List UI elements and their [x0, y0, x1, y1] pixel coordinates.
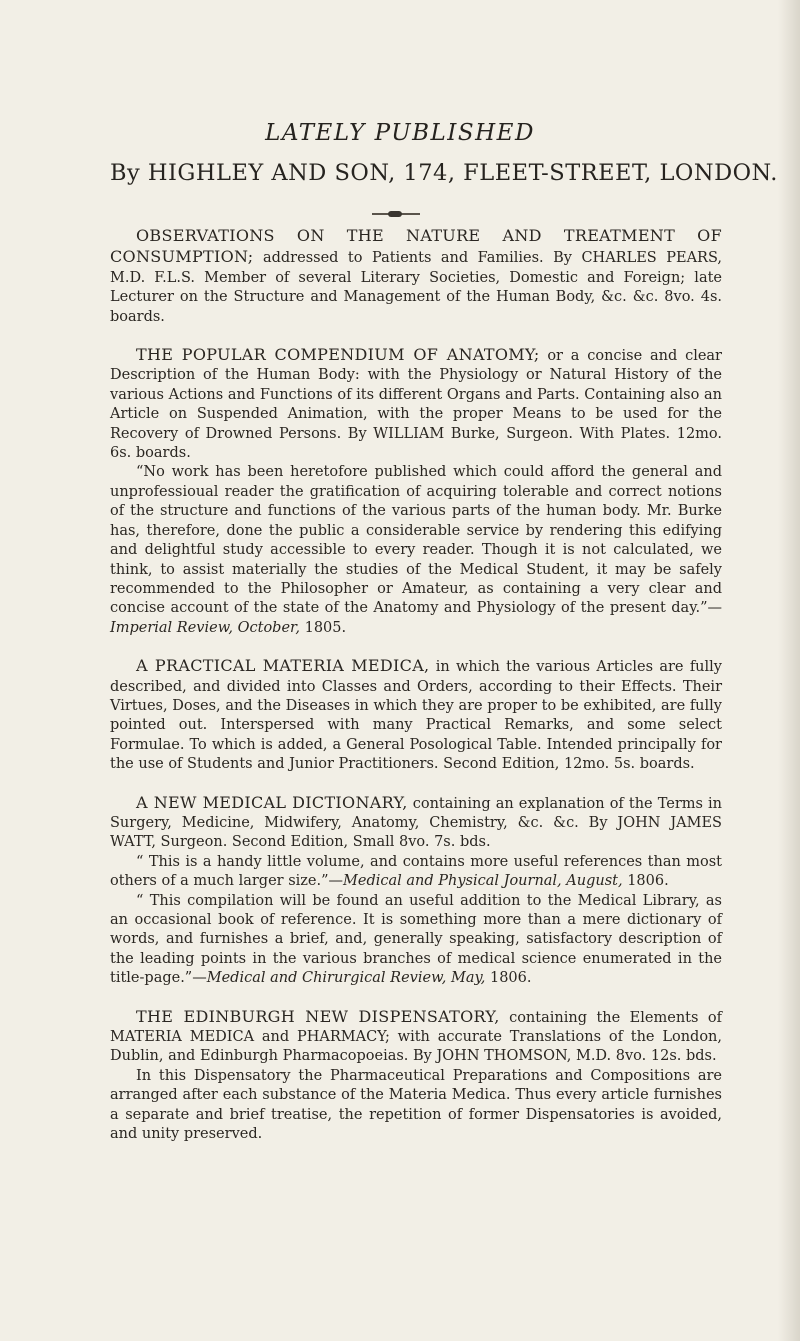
review-quote [110, 892, 722, 989]
book-description: containing the Elements of MATERIA MEDICA and PHARMACY; with accurate Translations of the London, Dublin, and Edinburgh Pharmacopoeias. By JOHN THOMSON, M.D. 8vo. 12s. bds. [110, 1009, 722, 1065]
book-description: containing an explanation of the Terms in Surgery, Medicine, Midwifery, Anatomy, Chemistry, &c. &c. By JOHN JAMES WATT, Surgeon. Second Edition, Small 8vo. 7s. bds. [110, 795, 722, 851]
book-description: in which the various Articles are fully described, and divided into Classes and Orders, according to their Effects. Their Virtues, Doses, and the Diseases in which they are proper to be exhibited, are fully pointed out. Interspersed with many Practical Remarks, and some select Formulae. To which is added, a General Posological Table. Intended principally for the use of Students and Junior Practitioners. Second Edition, 12mo. 5s. boards. [110, 659, 722, 773]
entry-paragraph [110, 345, 722, 463]
page-edge-shadow [778, 0, 800, 1341]
review-source: Medical and Chirurgical Review, May, [206, 970, 486, 987]
book-title: THE EDINBURGH NEW DISPENSATORY, [136, 1006, 500, 1026]
review-source: Medical and Physical Journal, August, [343, 873, 623, 890]
book-entry-anatomy [110, 345, 722, 638]
entry-paragraph [110, 793, 722, 853]
entry-paragraph [110, 226, 722, 327]
book-entry-medical-dictionary [110, 793, 722, 989]
book-title: A PRACTICAL MATERIA MEDICA, [136, 656, 430, 676]
entry-paragraph [110, 1007, 722, 1067]
review-year: 1806. [485, 970, 532, 987]
book-title: OBSERVATIONS ON THE NATURE AND TREATMENT OF CONSUMPTION; [110, 226, 722, 267]
book-description: addressed to Patients and Families. By CHARLES PEARS, M.D. F.L.S. Member of several Literary Societies, Domestic and Foreign; late Lecturer on the Structure and Management of the Human Body, &c. &c. 8vo. 4s. boards. [110, 250, 722, 325]
publisher-line: By HIGHLEY AND SON, 174, FLEET-STREET, LONDON. [110, 160, 778, 186]
review-year: 1805. [300, 619, 347, 636]
book-entry-dispensatory [110, 1007, 722, 1145]
book-title: THE POPULAR COMPENDIUM OF ANATOMY; [136, 345, 540, 365]
entry-note: In this Dispensatory the Pharmaceutical Preparations and Compositions are arranged after each substance of the Materia Medica. Thus every article furnishes a separate and brief treatise, the repetition of former Dispensatories is avoided, and unity preserved. [110, 1067, 722, 1143]
quote-text: “ This is a handy little volume, and contains more useful references than most others of a much larger size.”— [110, 853, 722, 890]
book-title: A NEW MEDICAL DICTIONARY, [136, 792, 408, 812]
book-description: or a concise and clear Description of the Human Body: with the Physiology or Natural History of the various Actions and Functions of its different Organs and Parts. Containing also an Article on Suspended Animation, with the proper Means to be used for the Recovery of Drowned Persons. By WILLIAM Burke, Surgeon. With Plates. 12mo. 6s. boards. [110, 348, 722, 462]
page-heading: LATELY PUBLISHED [265, 120, 535, 146]
quote-text: “ This compilation will be found an useful addition to the Medical Library, as an occasional book of reference. It is something more than a mere dictionary of words, and furnishes a brief, and, generally speaking, satisfactory description of the leading points in the various branches of medical science enumerated in the title-page.”— [110, 892, 722, 987]
entry-paragraph [110, 656, 722, 774]
review-source: Imperial Review, October, [110, 619, 300, 636]
ornamental-rule [372, 213, 420, 215]
book-entry-consumption [110, 226, 722, 327]
quote-text: “No work has been heretofore published which could afford the general and unprofessioual reader the gratification of acquiring tolerable and correct notions of the structure and functions of the various parts of the human body. Mr. Burke has, therefore, done the public a considerable service by rendering this edifying and delightful study accessible to every reader. Though it is not calculated, we think, to assist materially the studies of the Medical Student, it may be safely recommended to the Philosopher or Amateur, as containing a very clear and concise account of the state of the Anatomy and Physiology of the present day.”— [110, 464, 722, 617]
review-quote [110, 463, 722, 638]
review-quote [110, 853, 722, 892]
review-year: 1806. [622, 873, 669, 890]
book-list [110, 226, 722, 1162]
book-entry-materia-medica [110, 656, 722, 774]
